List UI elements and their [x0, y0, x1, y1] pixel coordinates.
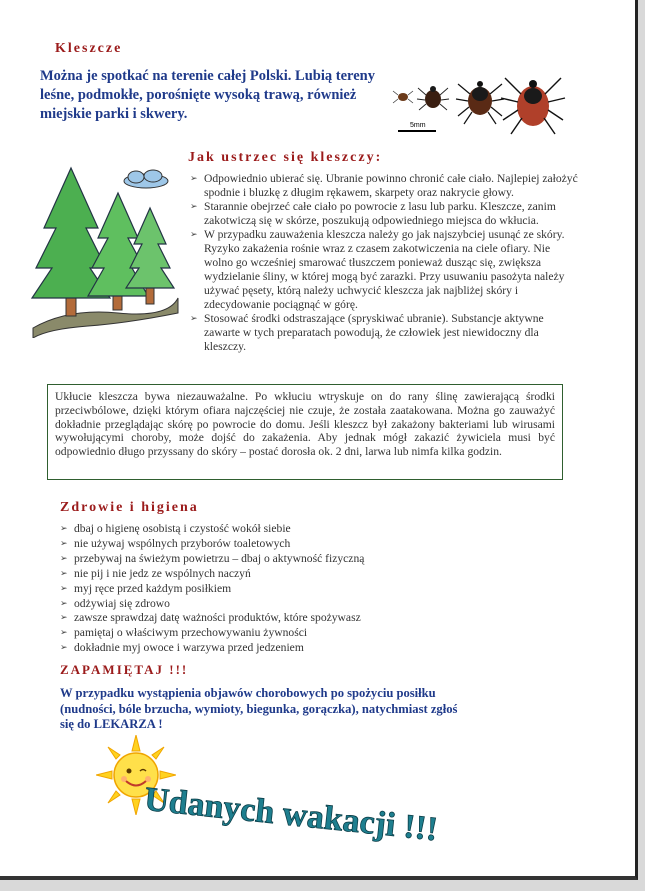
scale-label: 5mm [410, 122, 426, 129]
wish-text: Udanych wakacji !!! [142, 780, 440, 848]
wish-wordart [140, 778, 460, 848]
prevent-list [190, 172, 580, 354]
tick-icon [501, 78, 565, 134]
list-item: ➢ nie pij i nie jedz ze wspólnych naczyń [60, 567, 440, 582]
list-item: ➢ przebywaj na świeżym powietrzu – dbaj o aktywność fizyczną [60, 552, 440, 567]
trees-illustration [28, 148, 183, 338]
list-item: ➢ Starannie obejrzeć całe ciało po powrocie z lasu lub parku. Kleszcze, zanim zakotwiczą się w skórze, poszukują odpowiedniego miejsca do wkłucia. [190, 200, 580, 228]
list-item: ➢ odżywiaj się zdrowo [60, 597, 440, 612]
scale-bar [398, 130, 436, 132]
list-item: ➢ dbaj o higienę osobistą i czystość wokół siebie [60, 522, 440, 537]
tick-icon [393, 91, 413, 103]
list-item: ➢ Odpowiednio ubierać się. Ubranie powinno chronić całe ciało. Najlepiej założyć spodnie i bluzkę z długim rękawem, skarpety oraz nakrycie głowy. [190, 172, 580, 200]
list-item: ➢ nie używaj wspólnych przyborów toaletowych [60, 537, 440, 552]
ticks-heading: Kleszcze [55, 41, 123, 56]
list-item: ➢ Stosować środki odstraszające (spryskiwać ubranie). Substancje aktywne zawarte w tych preparatach powodują, że człowiek jest niewidoczny dla kleszczy. [190, 312, 580, 354]
cloud-icon [124, 170, 168, 188]
list-item: ➢ dokładnie myj owoce i warzywa przed jedzeniem [60, 641, 440, 656]
tick-icon [456, 81, 504, 124]
list-item: ➢ pamiętaj o właściwym przechowywaniu żywności [60, 626, 440, 641]
warning-paragraph: W przypadku wystąpienia objawów chorobowych po spożyciu posiłku (nudności, bóle brzucha, wymioty, biegunka, gorączka), natychmiast zgłoś się do LEKARZA ! [60, 686, 458, 731]
intro-paragraph: Można je spotkać na terenie całej Polski. Lubią tereny leśne, podmokłe, porośnięte wysoką trawą, również miejskie parki i skwery. [40, 68, 375, 122]
list-item: ➢ zawsze sprawdzaj datę ważności produktów, które spożywasz [60, 611, 440, 626]
list-item: ➢ W przypadku zauważenia kleszcza należy go jak najszybciej usunąć ze skóry. Ryzyko zakażenia rośnie wraz z czasem zakotwiczenia na ciele ofiary. Nie wolno go wcześniej smarować tłuszczem ponieważ dusząc się, zwiększa wydzielanie śliny, w której mogą być zarazki. Przy usuwaniu pasożyta należy używać pęsety, którą należy uchwycić kleszcza jak najbliżej skóry i zdecydowanie pociągnąć w górę. [190, 228, 580, 312]
prevent-heading: Jak ustrzec się kleszczy: [188, 150, 383, 165]
remember-heading: ZAPAMIĘTAJ !!! [60, 662, 189, 677]
health-heading: Zdrowie i higiena [60, 500, 199, 515]
tick-icon [417, 86, 449, 110]
info-box: Ukłucie kleszcza bywa niezauważalne. Po wkłuciu wtryskuje on do rany ślinę zawierającą środki przeciwbólowe, dzięki którym ofiara najczęściej nie czuje, że została zaatakowana. Można go zauważyć dokładnie przeglądając skórę po powrocie do domu. Jeśli kleszcz był zakażony bakteriami lub wirusami wywołującymi choroby, może dojść do zakażenia. Aby jednak mógł zakazić żywiciela musi być odpowiednio długo przyssany do skóry – postać dorosła ok. 2 dni, larwa lub nimfa kilka godzin. [47, 384, 563, 480]
health-list [60, 522, 440, 656]
list-item: ➢ myj ręce przed każdym posiłkiem [60, 582, 440, 597]
